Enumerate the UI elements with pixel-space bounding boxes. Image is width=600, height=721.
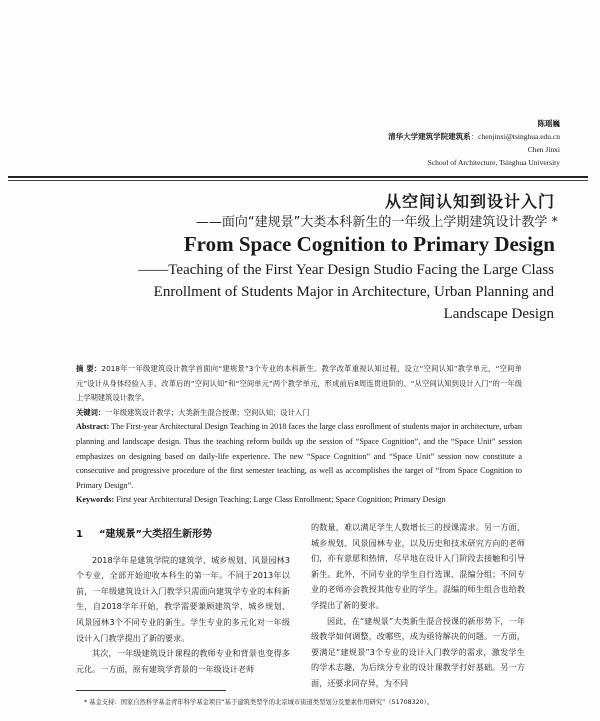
- body-column-right: [311, 520, 525, 692]
- subtitle-en-line: Landscape Design: [443, 306, 554, 322]
- subtitle-en-line: Enrollment of Students Major in Architecture, Urban Planning and: [153, 284, 554, 300]
- author-name-en: Chen Jinxi: [527, 145, 560, 154]
- paragraph: 2018学年是建筑学院的建筑学、城乡规划、风景园林3个专业，全部开始迎收本科生的第一年。不同于2013年以前，一年级建筑设计入门教学只需面向建筑学专业的本科新生，自2018学年开始，教学需要兼顾建筑学、城乡规划、风景园林3个不同专业的新生。学生专业的多元化对一年级设计入门教学提出了新的要求。: [76, 554, 290, 643]
- paragraph: 因此，在“建规景”大类新生混合授课的新形势下，一年级教学如何调整，改哪些，成为亟待解决的问题。一方面，要满足“建规景”3个专业的设计入门教学的需求，激发学生的学术志趣，为后续分专业的设计课教学打好基础。另一方面，还要求同存异，为不同: [311, 615, 525, 688]
- paragraph: 其次，一年级建筑设计课程的教师专业和背景也变得多元化。一方面，原有建筑学背景的一年级设计老师: [76, 648, 290, 674]
- footnote-rule: [76, 690, 226, 691]
- footnote: * 基金支持：国家自然科学基金青年科学基金项目“基于建筑类型学的北京城市街道类型划分及要素作用研究”（51708320）。: [84, 699, 434, 706]
- abstract-cn-label: 摘 要：: [76, 364, 102, 373]
- author-name-cn: 陈瑶巍: [537, 119, 560, 128]
- author-affiliation-en: School of Architecture, Tsinghua University: [427, 158, 560, 167]
- subtitle-en: [14, 259, 554, 325]
- keywords-cn-text: 一年级建筑设计教学；大类新生混合授课；空间认知；设计入门: [105, 407, 310, 417]
- author-email[interactable]: chenjinxi@tsinghua.edu.cn: [478, 132, 560, 141]
- abstract-en: [76, 420, 522, 493]
- body-column-left: [76, 527, 290, 677]
- author-block: 陈瑶巍 清华大学建筑学院建筑系：chenjinxi@tsinghua.edu.cn Chen Jinxi School of Architecture, Tsinghua University: [388, 119, 560, 167]
- title-en: From Space Cognition to Primary Design: [183, 232, 555, 256]
- header-rule: [8, 176, 588, 178]
- keywords-en: [76, 493, 522, 508]
- abstract-block: [76, 362, 522, 508]
- subtitle-en-line: ——Teaching of the First Year Design Studio Facing the Large Class: [138, 262, 554, 278]
- section-heading: [76, 527, 290, 543]
- keywords-en-text: First year Architectural Design Teaching; Large Class Enrollment; Space Cognition; Primary Design: [116, 495, 446, 505]
- paragraph: 的数量，难以满足学生人数增长三的授课需求。另一方面，城乡规划、风景园林专业，以及历史和技术研究方向的老师们，亦有意愿和热情，尽早地在设计入门阶段去接触和引导新生。此外，不同专业的学生自行选课、混编分组；不同专业的老师亦会教授其他专业的学生。混编的师生组合也给教学提出了新的要求。: [311, 522, 525, 610]
- section-title: “建规景”大类招生新形势: [98, 529, 213, 540]
- abstract-en-label: Abstract:: [76, 422, 110, 432]
- abstract-cn: [76, 362, 522, 406]
- header-rule-thin: [8, 180, 588, 181]
- section-number: 1: [76, 529, 83, 540]
- keywords-cn: [76, 406, 522, 421]
- keywords-en-label: Keywords:: [76, 495, 115, 505]
- abstract-cn-text: 2018年一年级建筑设计教学首面向“建规景”3个专业的本科新生。教学改革重视认知过程，设立“空间认知”教学单元，“空间单元”设计从身体经验入手。改革后的“空间认知”和“空间单元”两个教学单元，形成前后8周连贯进阶的、“从空间认知到设计入门”的一年级上学期建筑设计教学。: [76, 364, 522, 403]
- keywords-cn-label: 关键词：: [76, 407, 106, 417]
- abstract-en-text: The First-year Architectural Design Teaching in 2018 faces the large class enrollment of students major in architecture, urban planning and landscape design. Thus the teaching reform builds up the session of “Space Cognition”, and the “Space Unit” session emphasizes on designing based on daily-life experience. The new “Space Cognition” and “Space Unit” session now constitute a consecutive and progressive procedure of the first semester teaching, as well as accomplishes the target of “from Space Cognition to Primary Design”.: [76, 422, 522, 490]
- title-cn: 从空间认知到设计入门: [384, 192, 555, 211]
- author-affiliation-cn: 清华大学建筑学院建筑系: [388, 132, 471, 141]
- subtitle-cn: ——面向“建规景”大类本科新生的一年级上学期建筑设计教学 *: [195, 215, 558, 230]
